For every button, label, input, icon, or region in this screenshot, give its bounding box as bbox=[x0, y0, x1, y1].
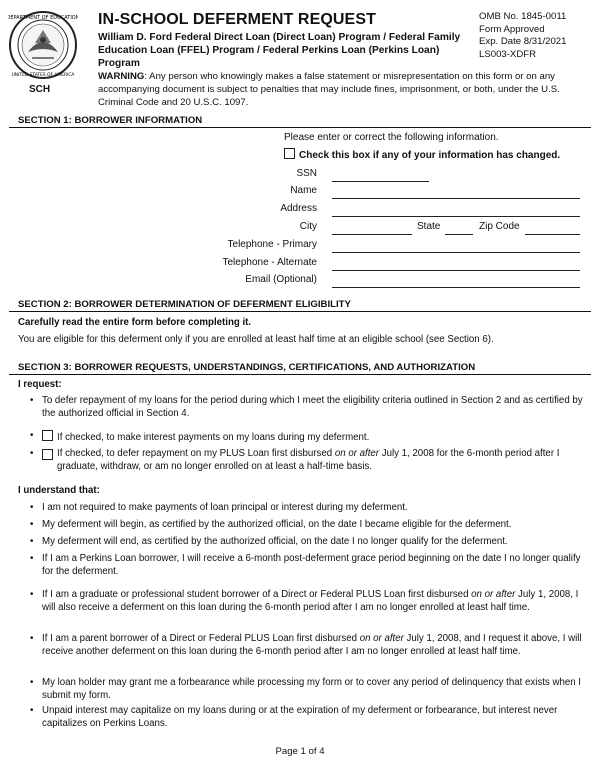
department-of-education-seal bbox=[8, 10, 78, 80]
careful-instruction: Carefully read the entire form before completing it. bbox=[18, 317, 252, 328]
bullet-dot: • bbox=[30, 502, 34, 513]
bullet-dot: • bbox=[30, 677, 34, 688]
section3-heading: SECTION 3: BORROWER REQUESTS, UNDERSTANDINGS, CERTIFICATIONS, AND AUTHORIZATION bbox=[18, 362, 476, 373]
bullet-dot: • bbox=[30, 536, 34, 547]
understand-emphasis: on or after bbox=[471, 589, 516, 600]
understand-text: July 1, 2008, and I request it above, I will receive another deferment on this loan during the 6-month period after I am no longer enrolled at least half time. bbox=[42, 633, 582, 657]
ssn-field[interactable] bbox=[332, 181, 429, 182]
understand-text: If I am a graduate or professional student borrower of a Direct or Federal PLUS Loan first disbursed bbox=[42, 589, 472, 600]
plus-loan-text bbox=[57, 448, 590, 473]
city-field[interactable] bbox=[332, 234, 412, 235]
page-number: Page 1 of 4 bbox=[275, 746, 325, 757]
request-heading: I request: bbox=[18, 379, 62, 390]
form-title: IN-SCHOOL DEFERMENT REQUEST bbox=[98, 11, 376, 28]
form-subtitle: William D. Ford Federal Direct Loan (Direct Loan) Program / Federal Family Education Loan (FFEL) Program / Federal Perkins Loan (Perkins Loan) Program bbox=[98, 32, 461, 69]
section2-heading: SECTION 2: BORROWER DETERMINATION OF DEFERMENT ELIGIBILITY bbox=[18, 299, 351, 310]
ssn-label: SSN bbox=[296, 168, 317, 179]
request-text: If checked, to make interest payments on my loans during my deferment. bbox=[57, 432, 370, 443]
svg-text:DEPARTMENT OF EDUCATION: DEPARTMENT OF EDUCATION bbox=[8, 15, 78, 21]
section3-divider bbox=[9, 374, 591, 375]
request-text-part: If checked, to defer repayment on my PLUS Loan first disbursed bbox=[57, 448, 335, 459]
understand-item bbox=[30, 502, 590, 515]
understand-heading: I understand that: bbox=[18, 485, 100, 496]
request-item-defer bbox=[30, 395, 590, 420]
eligibility-statement: You are eligible for this deferment only if you are enrolled at least half time at an eligible school (see Section 6). bbox=[18, 334, 494, 345]
section2-divider bbox=[9, 311, 591, 312]
bullet-dot: • bbox=[30, 395, 34, 406]
bullet-dot: • bbox=[30, 519, 34, 530]
state-label: State bbox=[417, 221, 441, 232]
phone-primary-field[interactable] bbox=[332, 252, 580, 253]
section1-divider bbox=[9, 127, 591, 128]
info-changed-row bbox=[284, 148, 560, 161]
warning-label: WARNING bbox=[98, 71, 145, 82]
understand-item bbox=[30, 705, 590, 730]
understand-text: My deferment will begin, as certified by the authorized official, on the date I became eligible for the deferment. bbox=[42, 519, 512, 530]
understand-item bbox=[30, 589, 590, 614]
understand-item bbox=[30, 519, 590, 532]
plus-loan-checkbox[interactable] bbox=[42, 449, 53, 460]
phone-alternate-field[interactable] bbox=[332, 270, 580, 271]
understand-text: Unpaid interest may capitalize on my loans during or at the expiration of my deferment or forbearance, but interest never capitalizes on Perkins Loans. bbox=[42, 705, 558, 729]
address-field[interactable] bbox=[332, 216, 580, 217]
zip-label: Zip Code bbox=[479, 221, 520, 232]
expiration-date: Exp. Date 8/31/2021 bbox=[479, 36, 567, 47]
section1-heading: SECTION 1: BORROWER INFORMATION bbox=[18, 115, 203, 126]
email-label: Email (Optional) bbox=[245, 274, 317, 285]
warning-text: : Any person who knowingly makes a false statement or misrepresentation on this form or on any accompanying document is subject to penalties that may include fines, imprisonment, or both, under the U.S. Criminal Code and 20 U.S.C. 1097. bbox=[98, 71, 560, 108]
name-label: Name bbox=[290, 185, 317, 196]
understand-item bbox=[30, 553, 590, 578]
interest-payments-checkbox[interactable] bbox=[42, 430, 53, 441]
form-approved: Form Approved bbox=[479, 23, 545, 35]
phone-alternate-label: Telephone - Alternate bbox=[222, 257, 317, 268]
understand-text: If I am a parent borrower of a Direct or Federal PLUS Loan first disbursed bbox=[42, 633, 360, 644]
omb-number: OMB No. 1845-0011 bbox=[479, 11, 567, 22]
understand-text: My deferment will end, as certified by the authorized official, on the date I no longer qualify for the deferment. bbox=[42, 536, 508, 547]
zip-field[interactable] bbox=[525, 234, 580, 235]
understand-text: If I am a Perkins Loan borrower, I will receive a 6-month post-deferment grace period beginning on the date I no longer qualify for the deferment. bbox=[42, 553, 581, 577]
address-label: Address bbox=[280, 203, 317, 214]
svg-text:UNITED STATES OF AMERICA: UNITED STATES OF AMERICA bbox=[11, 73, 75, 78]
phone-primary-label: Telephone - Primary bbox=[227, 239, 317, 250]
understand-text: My loan holder may grant me a forbearance while processing my form or to cover any period of delinquency that exists when I submit my form. bbox=[42, 677, 581, 701]
request-item-plus bbox=[30, 448, 590, 473]
info-changed-checkbox[interactable] bbox=[284, 148, 295, 159]
form-code: LS003-XDFR bbox=[479, 48, 537, 60]
bullet-dot: • bbox=[30, 430, 34, 441]
request-item-interest bbox=[30, 430, 590, 445]
omb-info bbox=[479, 11, 597, 61]
request-text-emphasis: on or after bbox=[334, 448, 380, 459]
understand-emphasis: on or after bbox=[359, 633, 404, 644]
seal-caption: SCH bbox=[29, 84, 51, 95]
understand-text: I am not required to make payments of loan principal or interest during my deferment. bbox=[42, 502, 408, 513]
bullet-dot: • bbox=[30, 705, 34, 716]
bullet-dot: • bbox=[30, 633, 34, 644]
understand-item bbox=[30, 677, 590, 702]
bullet-dot: • bbox=[30, 448, 34, 459]
understand-item bbox=[30, 536, 590, 549]
state-field[interactable] bbox=[445, 234, 473, 235]
bullet-dot: • bbox=[30, 589, 34, 600]
bullet-dot: • bbox=[30, 553, 34, 564]
name-field[interactable] bbox=[332, 198, 580, 199]
request-text: To defer repayment of my loans for the period during which I meet the eligibility criteria outlined in Section 2 and as certified by the authorized official in Section 4. bbox=[42, 395, 583, 419]
info-changed-label: Check this box if any of your information has changed. bbox=[299, 150, 561, 161]
section1-intro: Please enter or correct the following information. bbox=[284, 132, 499, 143]
email-field[interactable] bbox=[332, 287, 580, 288]
request-text-part: July 1, 2008 for the 6-month period after I graduate, withdraw, or am no longer enrolled on at least a half-time basis. bbox=[57, 448, 560, 472]
warning-paragraph bbox=[98, 71, 590, 109]
understand-text: July 1, 2008, I will also receive a deferment on this loan during the 6-month period after I am no longer enrolled at least half time. bbox=[42, 589, 579, 613]
city-label: City bbox=[299, 221, 317, 232]
understand-item bbox=[30, 633, 590, 658]
